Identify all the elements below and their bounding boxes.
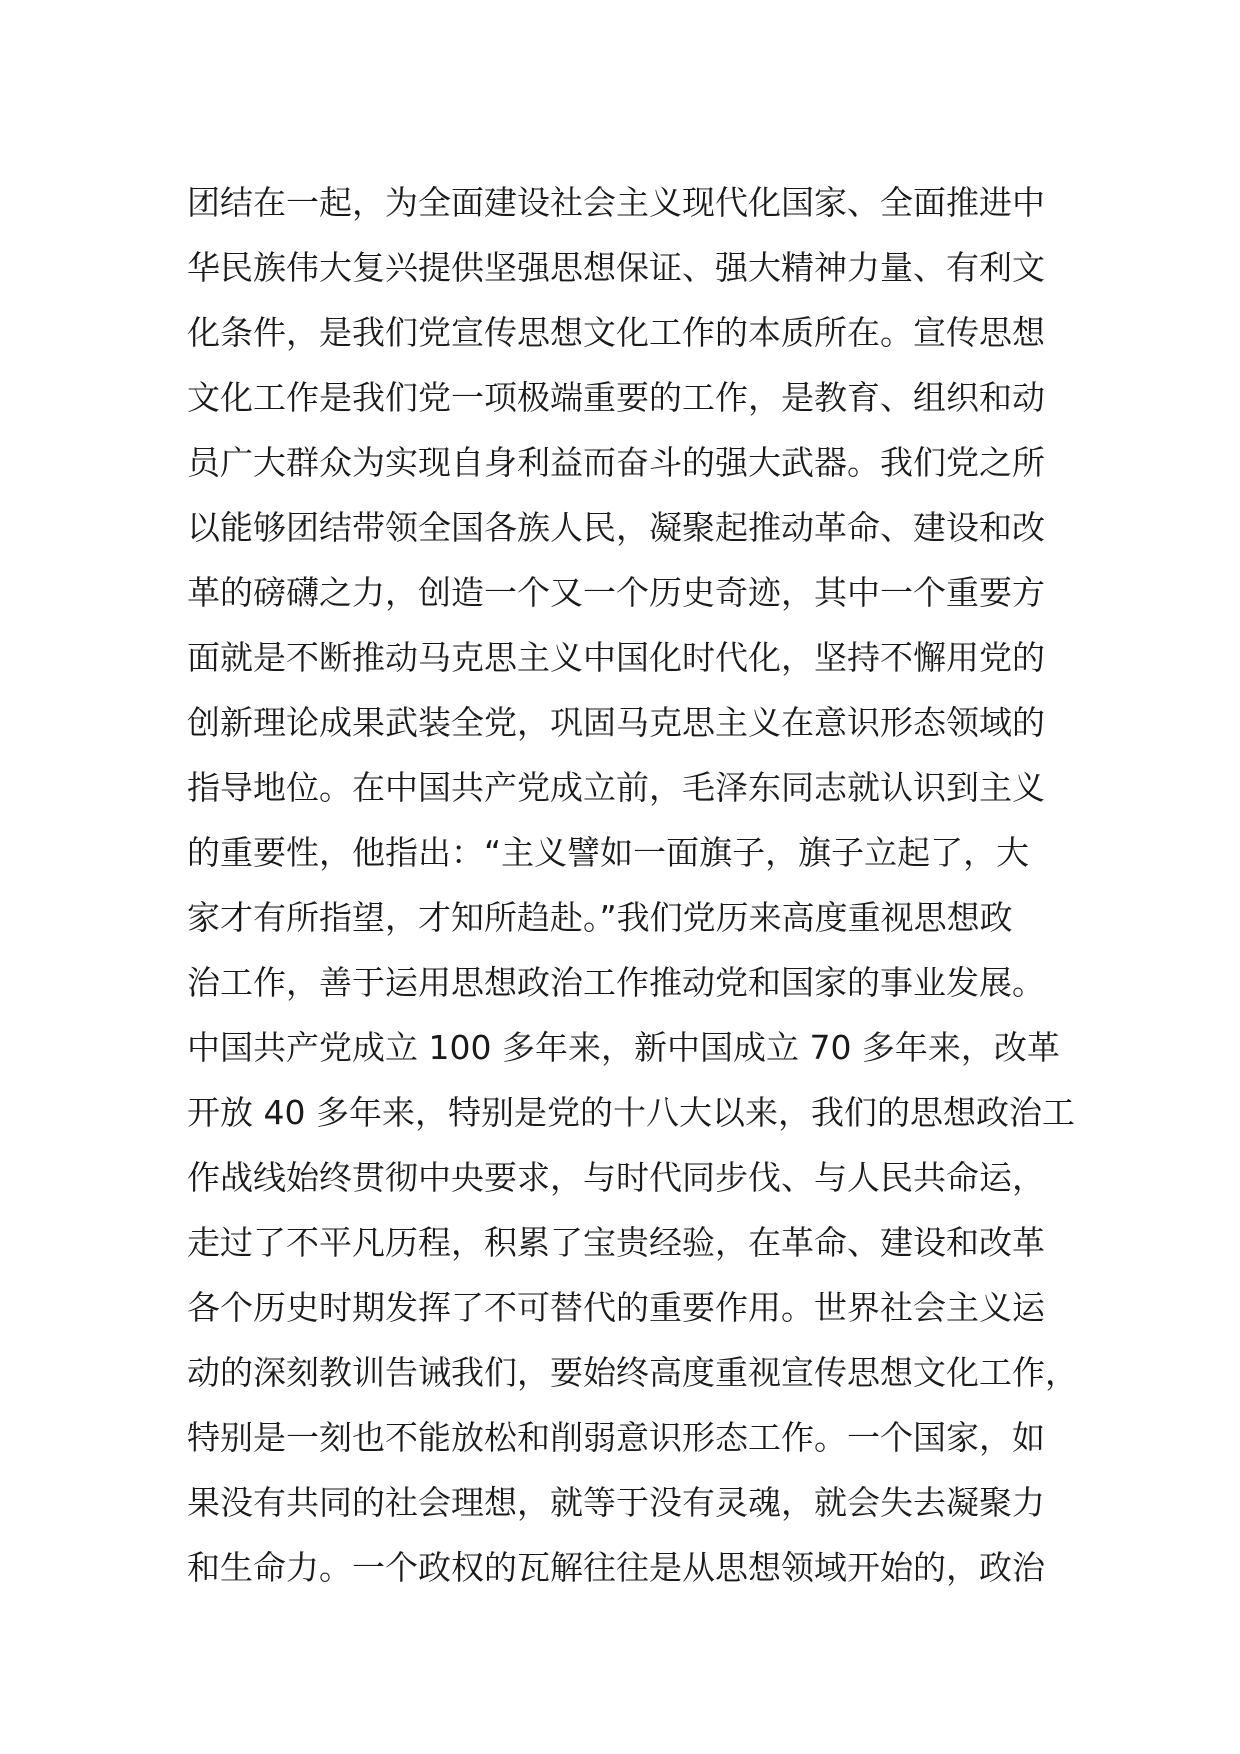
text-line: 以能够团结带领全国各族人民，凝聚起推动革命、建设和改 <box>187 508 1045 547</box>
text-line: 化条件，是我们党宣传思想文化工作的本质所在。宣传思想 <box>187 313 1045 352</box>
text-line: 员广大群众为实现自身利益而奋斗的强大武器。我们党之所 <box>187 443 1045 482</box>
text-line: 各个历史时期发挥了不可替代的重要作用。世界社会主义运 <box>187 1288 1045 1327</box>
text-line: 特别是一刻也不能放松和削弱意识形态工作。一个国家，如 <box>187 1418 1045 1457</box>
text-line: 家才有所指望，才知所趋赴。”我们党历来高度重视思想政 <box>187 898 1013 937</box>
text-line: 动的深刻教训告诫我们，要始终高度重视宣传思想文化工作， <box>187 1353 1078 1392</box>
text-line: 华民族伟大复兴提供坚强思想保证、强大精神力量、有利文 <box>187 248 1045 287</box>
text-line: 指导地位。在中国共产党成立前，毛泽东同志就认识到主义 <box>187 768 1045 807</box>
text-line: 果没有共同的社会理想，就等于没有灵魂，就会失去凝聚力 <box>187 1483 1045 1522</box>
text-line: 的重要性，他指出：“主义譬如一面旗子，旗子立起了，大 <box>187 833 1030 872</box>
text-line: 创新理论成果武装全党，巩固马克思主义在意识形态领域的 <box>187 703 1045 742</box>
text-line: 中国共产党成立 100 多年来，新中国成立 70 多年来，改革 <box>187 1028 1060 1067</box>
text-line: 和生命力。一个政权的瓦解往往是从思想领域开始的，政治 <box>187 1548 1045 1587</box>
text-line: 开放 40 多年来，特别是党的十八大以来，我们的思想政治工 <box>187 1093 1075 1132</box>
text-line: 团结在一起，为全面建设社会主义现代化国家、全面推进中 <box>187 183 1045 222</box>
text-line: 走过了不平凡历程，积累了宝贵经验，在革命、建设和改革 <box>187 1223 1045 1262</box>
text-line: 面就是不断推动马克思主义中国化时代化，坚持不懈用党的 <box>187 638 1045 677</box>
text-line: 革的磅礴之力，创造一个又一个历史奇迹，其中一个重要方 <box>187 573 1045 612</box>
body-text <box>187 170 1078 1600</box>
text-line: 文化工作是我们党一项极端重要的工作，是教育、组织和动 <box>187 378 1045 417</box>
text-line: 治工作，善于运用思想政治工作推动党和国家的事业发展。 <box>187 963 1045 1002</box>
text-line: 作战线始终贯彻中央要求，与时代同步伐、与人民共命运， <box>187 1158 1045 1197</box>
